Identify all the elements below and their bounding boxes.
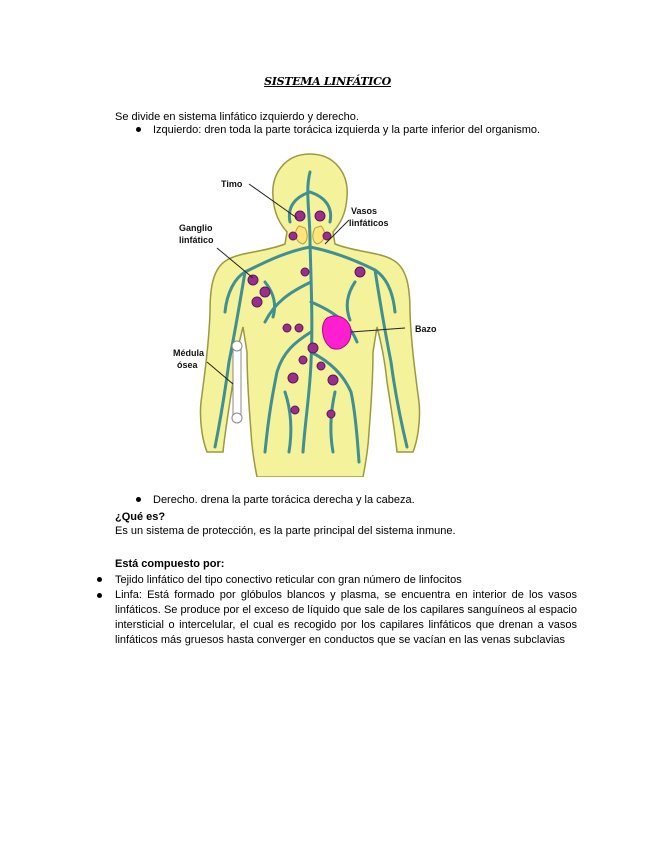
bullet-dot	[97, 577, 102, 582]
que-es-heading: ¿Qué es?	[115, 511, 166, 523]
label-vasos-1: Vasos	[351, 206, 378, 216]
label-medula-2: ósea	[177, 360, 198, 370]
bullet-dot	[97, 593, 102, 598]
body-silhouette	[200, 154, 419, 477]
spleen-icon	[322, 316, 351, 349]
label-bazo: Bazo	[415, 324, 437, 334]
right-bullet-text: Derecho. drena la parte torácica derecha y la cabeza.	[153, 494, 415, 506]
label-timo: Timo	[221, 179, 243, 189]
bullet-dot	[136, 127, 141, 132]
bone-marrow-icon	[232, 341, 242, 423]
page-title: SISTEMA LINFÁTICO	[264, 75, 391, 88]
label-ganglio-2: linfático	[179, 235, 214, 245]
compuesto-item-1: Tejido linfático del tipo conectivo reticular con gran número de linfocitos	[115, 574, 462, 586]
label-vasos-2: linfáticos	[349, 218, 389, 228]
left-bullet-text: Izquierdo: dren toda la parte torácica izquierda y la parte inferior del organismo.	[153, 124, 541, 136]
lymphatic-system-figure	[165, 152, 455, 477]
compuesto-item-2: Linfa: Está formado por glóbulos blancos y plasma, se encuentra en interior de los vasos linfáticos. Se produce por el exceso de líquido que sale de los capilares sanguíneos al espacio intersticial o intercelular, el cual es recogido por los capilares linfáticos que drenan a vasos linfáticos más gruesos hasta converger en conductos que se vacían en las venas subclavias	[115, 589, 577, 646]
label-medula-1: Médula	[173, 348, 205, 358]
compuesto-heading: Está compuesto por:	[115, 558, 225, 570]
label-ganglio-1: Ganglio	[179, 223, 213, 233]
bullet-dot	[136, 497, 141, 502]
que-es-text: Es un sistema de protección, es la parte principal del sistema inmune.	[115, 525, 456, 537]
intro-text: Se divide en sistema linfático izquierdo y derecho.	[115, 111, 359, 123]
